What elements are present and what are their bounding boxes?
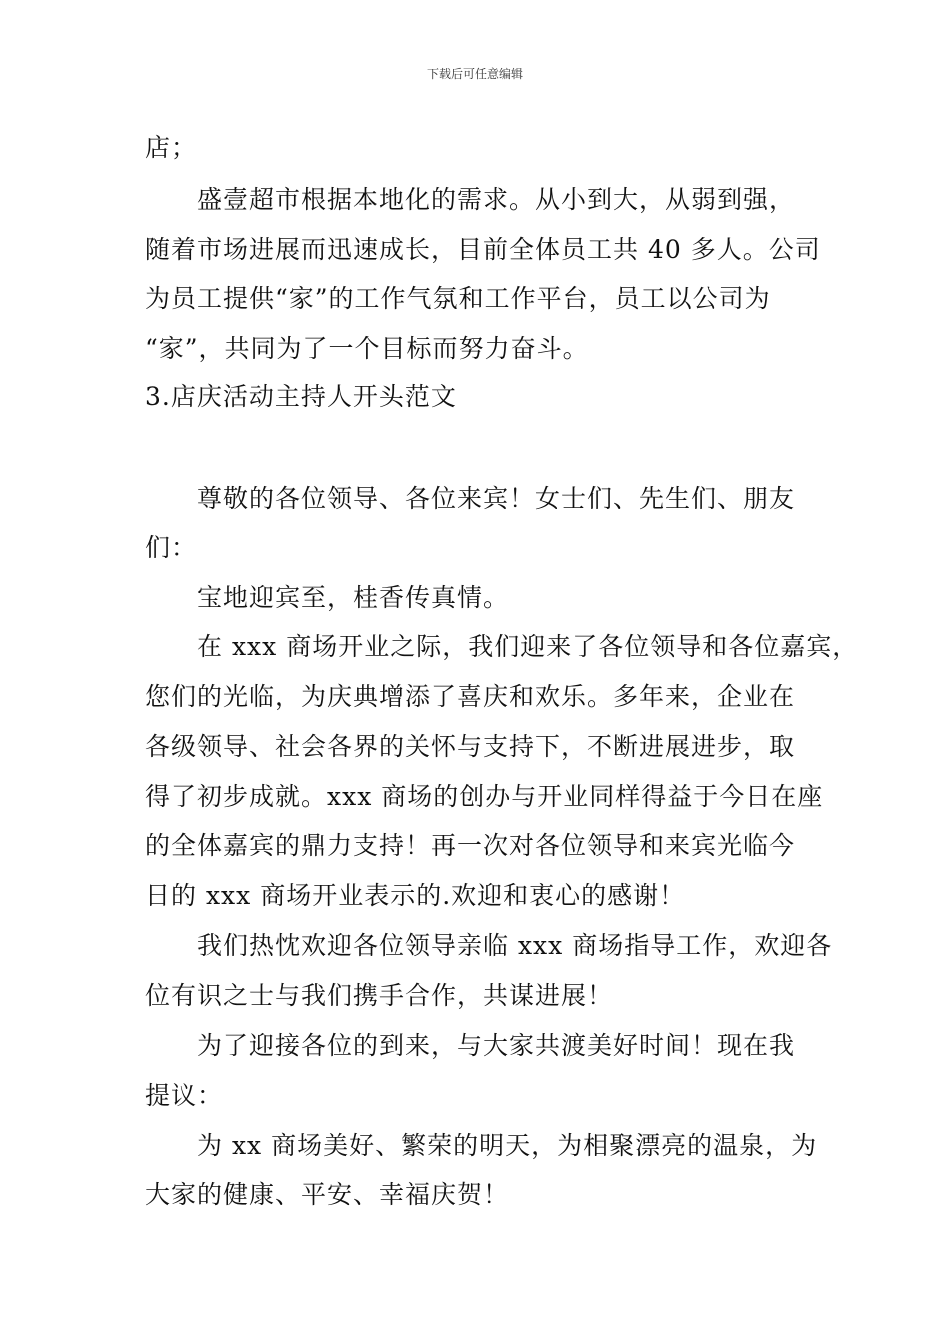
text-line: 的全体嘉宾的鼎力支持！再一次对各位领导和来宾光临今 xyxy=(145,831,796,860)
section-heading: 3.店庆活动主持人开头范文 xyxy=(145,382,457,411)
text-line: 为员工提供“家”的工作气氛和工作平台，员工以公司为 xyxy=(145,284,771,313)
text-line: 们： xyxy=(145,533,198,562)
page-header: 下载后可任意编辑 xyxy=(426,67,523,81)
text-line: 随着市场进展而迅速成长，目前全体员工共 40 多人。公司 xyxy=(145,235,821,264)
text-line: 店； xyxy=(145,133,198,162)
text-line: 大家的健康、平安、幸福庆贺！ xyxy=(145,1180,510,1209)
text-line: “家”，共同为了一个目标而努力奋斗。 xyxy=(145,334,589,363)
text-line: 得了初步成就。xxx 商场的创办与开业同样得益于今日在座 xyxy=(145,782,824,811)
text-line: 位有识之士与我们携手合作，共谋进展！ xyxy=(145,981,614,1010)
text-line: 各级领导、社会各界的关怀与支持下，不断进展进步，取 xyxy=(145,732,796,761)
paragraph-first-line: 尊敬的各位领导、各位来宾！女士们、先生们、朋友 xyxy=(197,484,796,513)
paragraph-first-line: 我们热忱欢迎各位领导亲临 xxx 商场指导工作，欢迎各 xyxy=(197,931,833,960)
paragraph-first-line: 为 xx 商场美好、繁荣的明天，为相聚漂亮的温泉，为 xyxy=(197,1131,818,1160)
paragraph-first-line: 宝地迎宾至，桂香传真情。 xyxy=(197,583,510,612)
paragraph-first-line: 在 xxx 商场开业之际，我们迎来了各位领导和各位嘉宾， xyxy=(197,632,859,661)
paragraph-first-line: 盛壹超市根据本地化的需求。从小到大，从弱到强， xyxy=(197,185,796,214)
paragraph-first-line: 为了迎接各位的到来，与大家共渡美好时间！现在我 xyxy=(197,1031,796,1060)
text-line: 您们的光临，为庆典增添了喜庆和欢乐。多年来，企业在 xyxy=(145,682,796,711)
text-line: 日的 xxx 商场开业表示的.欢迎和衷心的感谢！ xyxy=(145,881,686,910)
text-line: 提议： xyxy=(145,1081,224,1110)
